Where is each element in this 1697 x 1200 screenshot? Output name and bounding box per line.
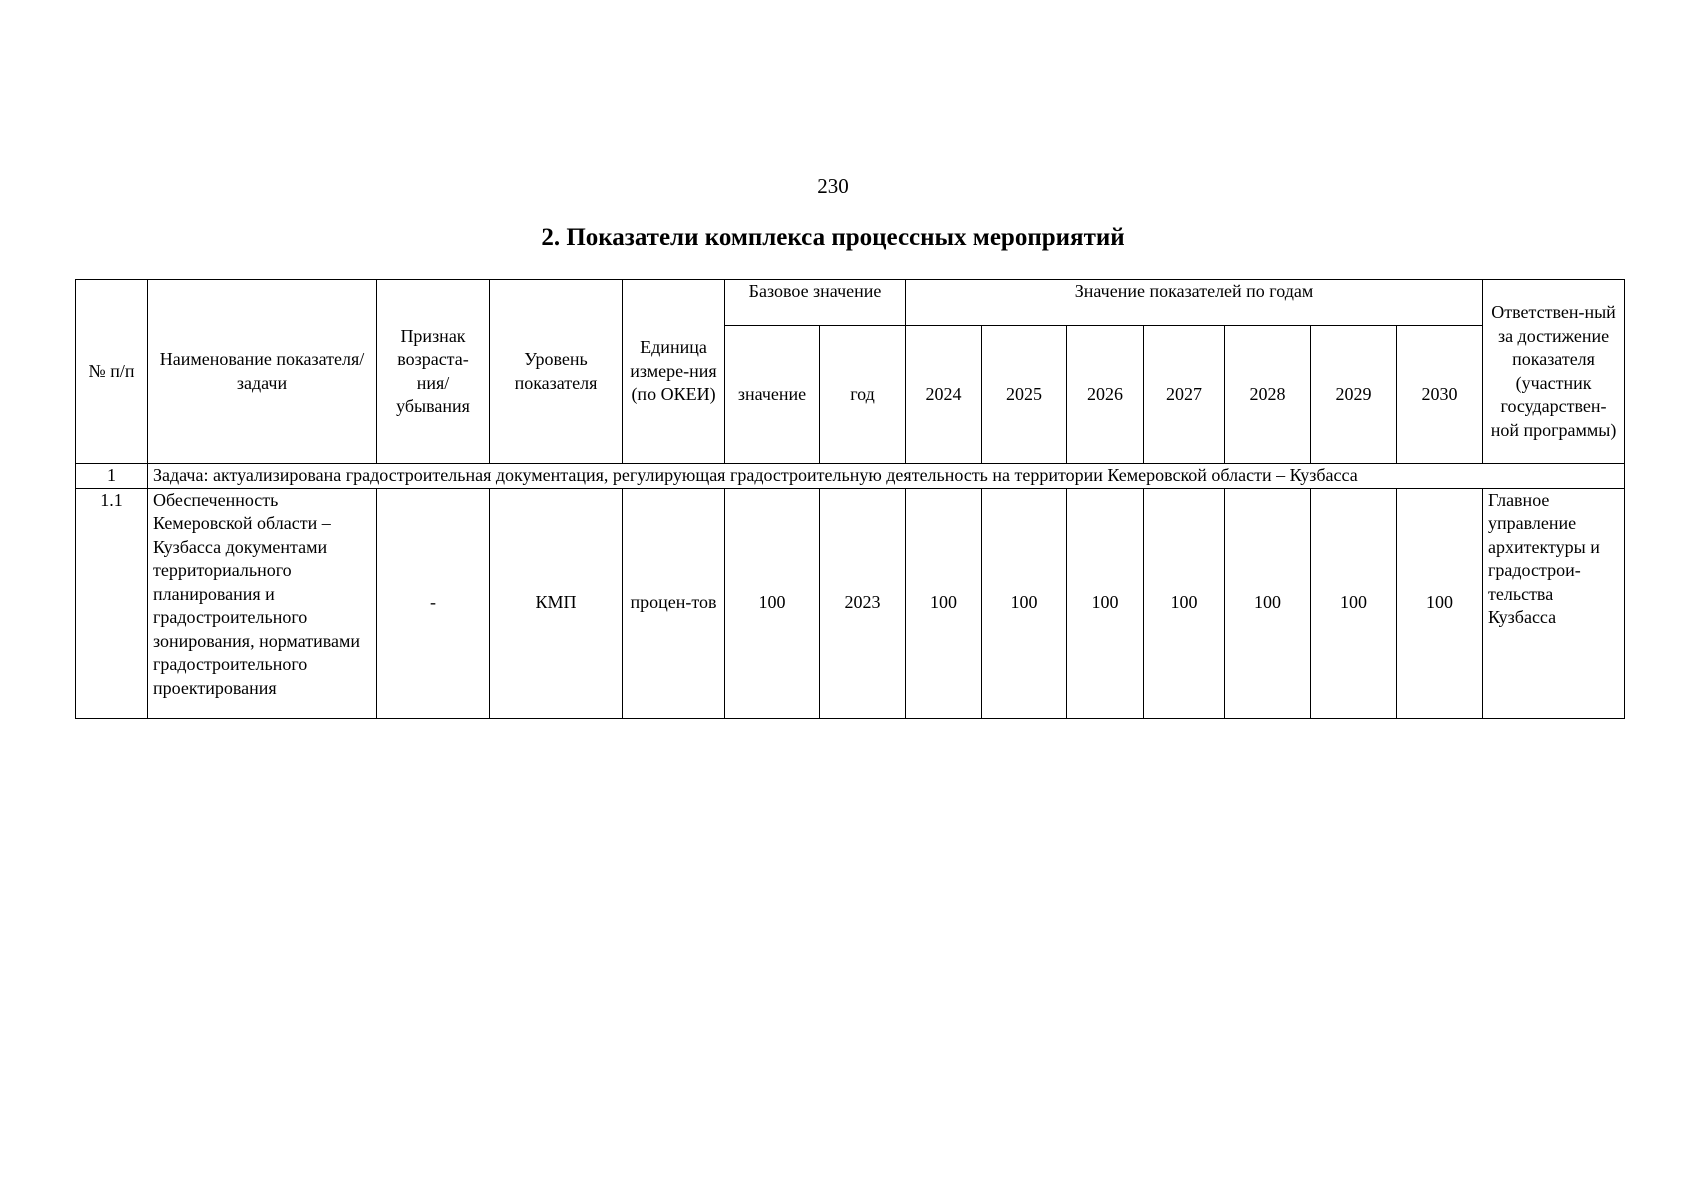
header-name: Наименование показателя/задачи <box>148 280 377 464</box>
row-num: 1.1 <box>76 488 148 718</box>
row-value-2028: 100 <box>1225 488 1311 718</box>
header-sign: Признак возраста-ния/ убывания <box>377 280 490 464</box>
header-base-year: год <box>820 326 906 464</box>
header-num: № п/п <box>76 280 148 464</box>
page-number: 230 <box>817 174 849 198</box>
header-year-2030: 2030 <box>1397 326 1483 464</box>
row-value-2030: 100 <box>1397 488 1483 718</box>
task-row <box>76 464 1625 489</box>
indicators-table <box>75 279 1625 719</box>
row-name: Обеспеченность Кемеровской области – Кузбасса документами территориального планирования и градостроительного зонирования, нормативами градостроительного проектирования <box>148 488 377 718</box>
header-years-group: Значение показателей по годам <box>906 280 1483 326</box>
task-text: Задача: актуализирована градостроительная документация, регулирующая градостроительную деятельность на территории Кемеровской области – Кузбасса <box>148 464 1625 489</box>
row-value-2029: 100 <box>1311 488 1397 718</box>
table-row <box>76 488 1625 718</box>
header-level: Уровень показателя <box>490 280 623 464</box>
row-sign: - <box>377 488 490 718</box>
header-responsible: Ответствен-ный за достижение показателя (участник государствен-ной программы) <box>1483 280 1625 464</box>
row-base-value: 100 <box>725 488 820 718</box>
row-level: КМП <box>490 488 623 718</box>
row-value-2025: 100 <box>982 488 1067 718</box>
header-year-2027: 2027 <box>1144 326 1225 464</box>
row-value-2027: 100 <box>1144 488 1225 718</box>
row-base-year: 2023 <box>820 488 906 718</box>
header-unit: Единица измере-ния (по ОКЕИ) <box>623 280 725 464</box>
row-value-2026: 100 <box>1067 488 1144 718</box>
header-year-2029: 2029 <box>1311 326 1397 464</box>
header-year-2025: 2025 <box>982 326 1067 464</box>
header-base-value: значение <box>725 326 820 464</box>
header-year-2024: 2024 <box>906 326 982 464</box>
header-row-top <box>76 280 1625 326</box>
header-base-group: Базовое значение <box>725 280 906 326</box>
section-title: 2. Показатели комплекса процессных мероприятий <box>541 224 1125 251</box>
header-year-2028: 2028 <box>1225 326 1311 464</box>
header-year-2026: 2026 <box>1067 326 1144 464</box>
row-value-2024: 100 <box>906 488 982 718</box>
row-unit: процен-тов <box>623 488 725 718</box>
task-num: 1 <box>76 464 148 489</box>
row-responsible: Главное управление архитектуры и градострои-тельства Кузбасса <box>1483 488 1625 718</box>
